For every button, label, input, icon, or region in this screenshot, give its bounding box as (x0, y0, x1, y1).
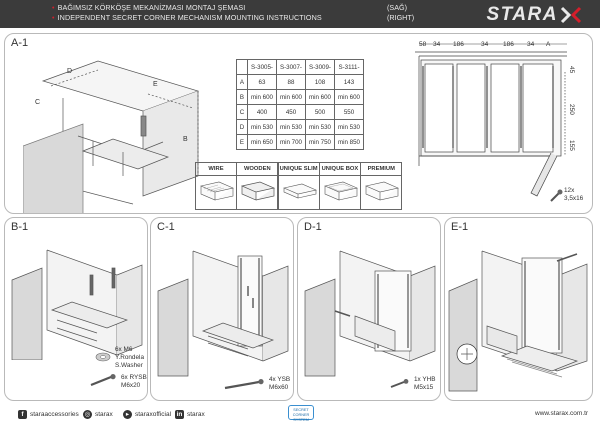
col-header: S-3007- (277, 60, 306, 75)
instagram-link[interactable]: ◎ starax (84, 411, 113, 418)
svg-text:155: 155 (568, 140, 575, 151)
basket-types (195, 162, 402, 210)
table-row: B min 600 min 600 min 600 min 600 (237, 90, 364, 105)
secret-corner-badge: SECRET CORNER SYSTEM (288, 405, 314, 420)
svg-text:58: 58 (419, 41, 427, 48)
dim-c-label: C (35, 99, 41, 106)
table-row: E min 650 min 700 min 750 min 850 (237, 135, 364, 150)
panel-label-b1: B-1 (11, 221, 29, 233)
svg-text:186: 186 (453, 41, 464, 48)
washer-text: 6x M6 Y.Rondela S.Washer (115, 346, 145, 369)
cabinet-b-drawing (7, 240, 147, 360)
panel-label-e1: E-1 (451, 221, 469, 233)
youtube-icon: ▸ (123, 410, 132, 419)
svg-text:45: 45 (568, 66, 575, 74)
panel-d1 (297, 217, 441, 401)
youtube-link[interactable]: ▸ staraxofficial (123, 410, 171, 419)
svg-text:186: 186 (503, 41, 514, 48)
bolt-d-text: 1x YHB M5x15 (414, 376, 436, 391)
title-en: • INDEPENDENT SECRET CORNER MECHANISM MOUNTING INSTRUCTIONS (52, 13, 322, 22)
screw-icon (549, 189, 563, 203)
type-wire: WIRE (195, 162, 237, 210)
bolt-b-text: 6x RYSB M6x20 (121, 374, 147, 389)
panel-e1 (444, 217, 593, 401)
table-row: C 400 450 500 550 (237, 105, 364, 120)
svg-text:34: 34 (527, 41, 535, 48)
dimensions-table (236, 59, 364, 150)
panel-b1 (4, 217, 148, 401)
svg-text:34: 34 (433, 41, 441, 48)
col-header: S-3111- (335, 60, 364, 75)
bolt-c-icon (221, 378, 265, 392)
side-tr: (SAĞ) (387, 3, 407, 12)
header-bar (0, 0, 600, 28)
logo-x-icon (560, 6, 582, 24)
table-row: D min 530 min 530 min 530 min 530 (237, 120, 364, 135)
svg-text:250: 250 (568, 104, 575, 115)
top-view-drawing (407, 36, 577, 211)
svg-text:34: 34 (481, 41, 489, 48)
panel-c1 (150, 217, 294, 401)
type-unique-slim: UNIQUE SLIM (278, 162, 320, 210)
facebook-link[interactable]: f staraaccessories (18, 410, 79, 419)
dim-b-label: B (183, 136, 188, 143)
bolt-c-text: 4x YSB M6x60 (269, 376, 291, 391)
cabinet-drawing (23, 46, 203, 214)
linkedin-icon: in (176, 411, 183, 418)
panel-label-a1: A-1 (11, 37, 29, 49)
col-header: S-3009- (306, 60, 335, 75)
type-unique-box: UNIQUE BOX (319, 162, 361, 210)
panel-a1 (4, 33, 593, 214)
type-premium: PREMIUM (360, 162, 402, 210)
bolt-icon (87, 374, 117, 388)
svg-text:A: A (546, 41, 551, 48)
bolt-d-icon (388, 378, 410, 390)
type-wooden: WOODEN (236, 162, 278, 210)
col-header: S-3005- (248, 60, 277, 75)
facebook-icon: f (18, 410, 27, 419)
stara-logo: STARA (486, 4, 582, 26)
linkedin-link[interactable]: in starax (176, 411, 205, 418)
panel-label-c1: C-1 (157, 221, 175, 233)
dim-e-label: E (153, 81, 158, 88)
screw-a-text: 12x 3,5x16 (564, 187, 584, 202)
side-en: (RIGHT) (387, 13, 415, 22)
dim-d-label: D (67, 68, 73, 75)
washer-icon (95, 352, 111, 362)
cabinet-d-drawing (300, 236, 440, 386)
panel-label-d1: D-1 (304, 221, 322, 233)
cabinet-e-drawing (447, 236, 592, 396)
table-row: A 63 88 108 143 (237, 75, 364, 90)
website-link[interactable]: www.starax.com.tr (535, 410, 589, 417)
cabinet-c-drawing (153, 236, 293, 386)
title-tr: • BAĞIMSIZ KÖRKÖŞE MEKANİZMASI MONTAJ ŞEMASI (52, 3, 246, 12)
instagram-icon: ◎ (84, 411, 91, 418)
